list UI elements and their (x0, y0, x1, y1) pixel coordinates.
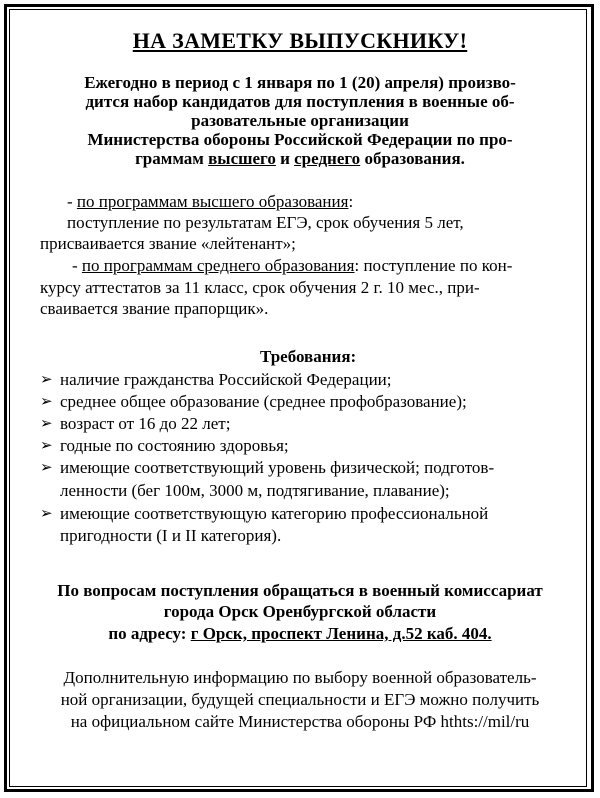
requirement-item: имеющие соответствующий уровень физической; подготов- (60, 458, 495, 477)
footer-line-2: ной организации, будущей специальности и ЕГЭ можно получить (60, 690, 540, 709)
requirement-item-continuation: пригодности (I и II категория). (60, 526, 282, 545)
requirement-item: возраст от 16 до 22 лет; (60, 414, 231, 433)
bullet-arrow-icon: ➢ (40, 460, 53, 476)
intro-line-5: граммам высшего и среднего образования. (135, 149, 465, 168)
requirements-heading: Требования: (260, 347, 357, 366)
requirement-item: наличие гражданства Российской Федерации; (60, 370, 392, 389)
intro-line-3: разовательные организации (191, 111, 409, 130)
mid-program-text-3: сваивается звание прапорщик». (40, 299, 269, 318)
bullet-arrow-icon: ➢ (40, 416, 53, 432)
higher-program-text-2: присваивается звание «лейтенант»; (40, 234, 296, 253)
contact-line-2: города Орск Оренбургской области (163, 602, 437, 621)
contact-line-3: по адресу: г Орск, проспект Ленина, д.52 каб. 404. (108, 624, 492, 643)
intro-line-1: Ежегодно в период с 1 января по 1 (20) апреля) произво- (84, 73, 516, 92)
contact-line-1: По вопросам поступления обращаться в военный комиссариат (57, 581, 543, 600)
bullet-arrow-icon: ➢ (40, 438, 53, 454)
requirement-item: среднее общее образование (среднее профобразование); (60, 392, 467, 411)
footer-line-1: Дополнительную информацию по выбору военной образователь- (63, 668, 537, 687)
secondary-education-word: среднего (294, 149, 361, 168)
requirement-item-continuation: ленности (бег 100м, 3000 м, подтягивание, плавание); (60, 481, 450, 500)
intro-line-2: дится набор кандидатов для поступления в военные об- (85, 92, 515, 111)
intro-line-4: Министерства обороны Российской Федерации по про- (87, 130, 513, 149)
requirement-item: годные по состоянию здоровья; (60, 436, 289, 455)
bullet-arrow-icon: ➢ (40, 372, 53, 388)
higher-program-heading: - по программам высшего образования: (67, 192, 354, 211)
mid-program-text-2: курсу аттестатов за 11 класс, срок обучения 2 г. 10 мес., при- (40, 278, 480, 297)
bullet-arrow-icon: ➢ (40, 394, 53, 410)
footer-line-3: на официальном сайте Министерства обороны РФ hthts://mil/ru (70, 712, 530, 731)
contact-address: г Орск, проспект Ленина, д.52 каб. 404. (190, 624, 492, 643)
requirement-item: имеющие соответствующую категорию профессиональной (60, 504, 489, 523)
mid-program-heading: - по программам среднего образования: поступление по кон- (72, 256, 513, 275)
higher-education-word: высшего (208, 149, 276, 168)
bullet-arrow-icon: ➢ (40, 506, 53, 522)
higher-program-text-1: поступление по результатам ЕГЭ, срок обучения 5 лет, (67, 213, 464, 232)
page-title: НА ЗАМЕТКУ ВЫПУСКНИКУ! (132, 28, 468, 53)
